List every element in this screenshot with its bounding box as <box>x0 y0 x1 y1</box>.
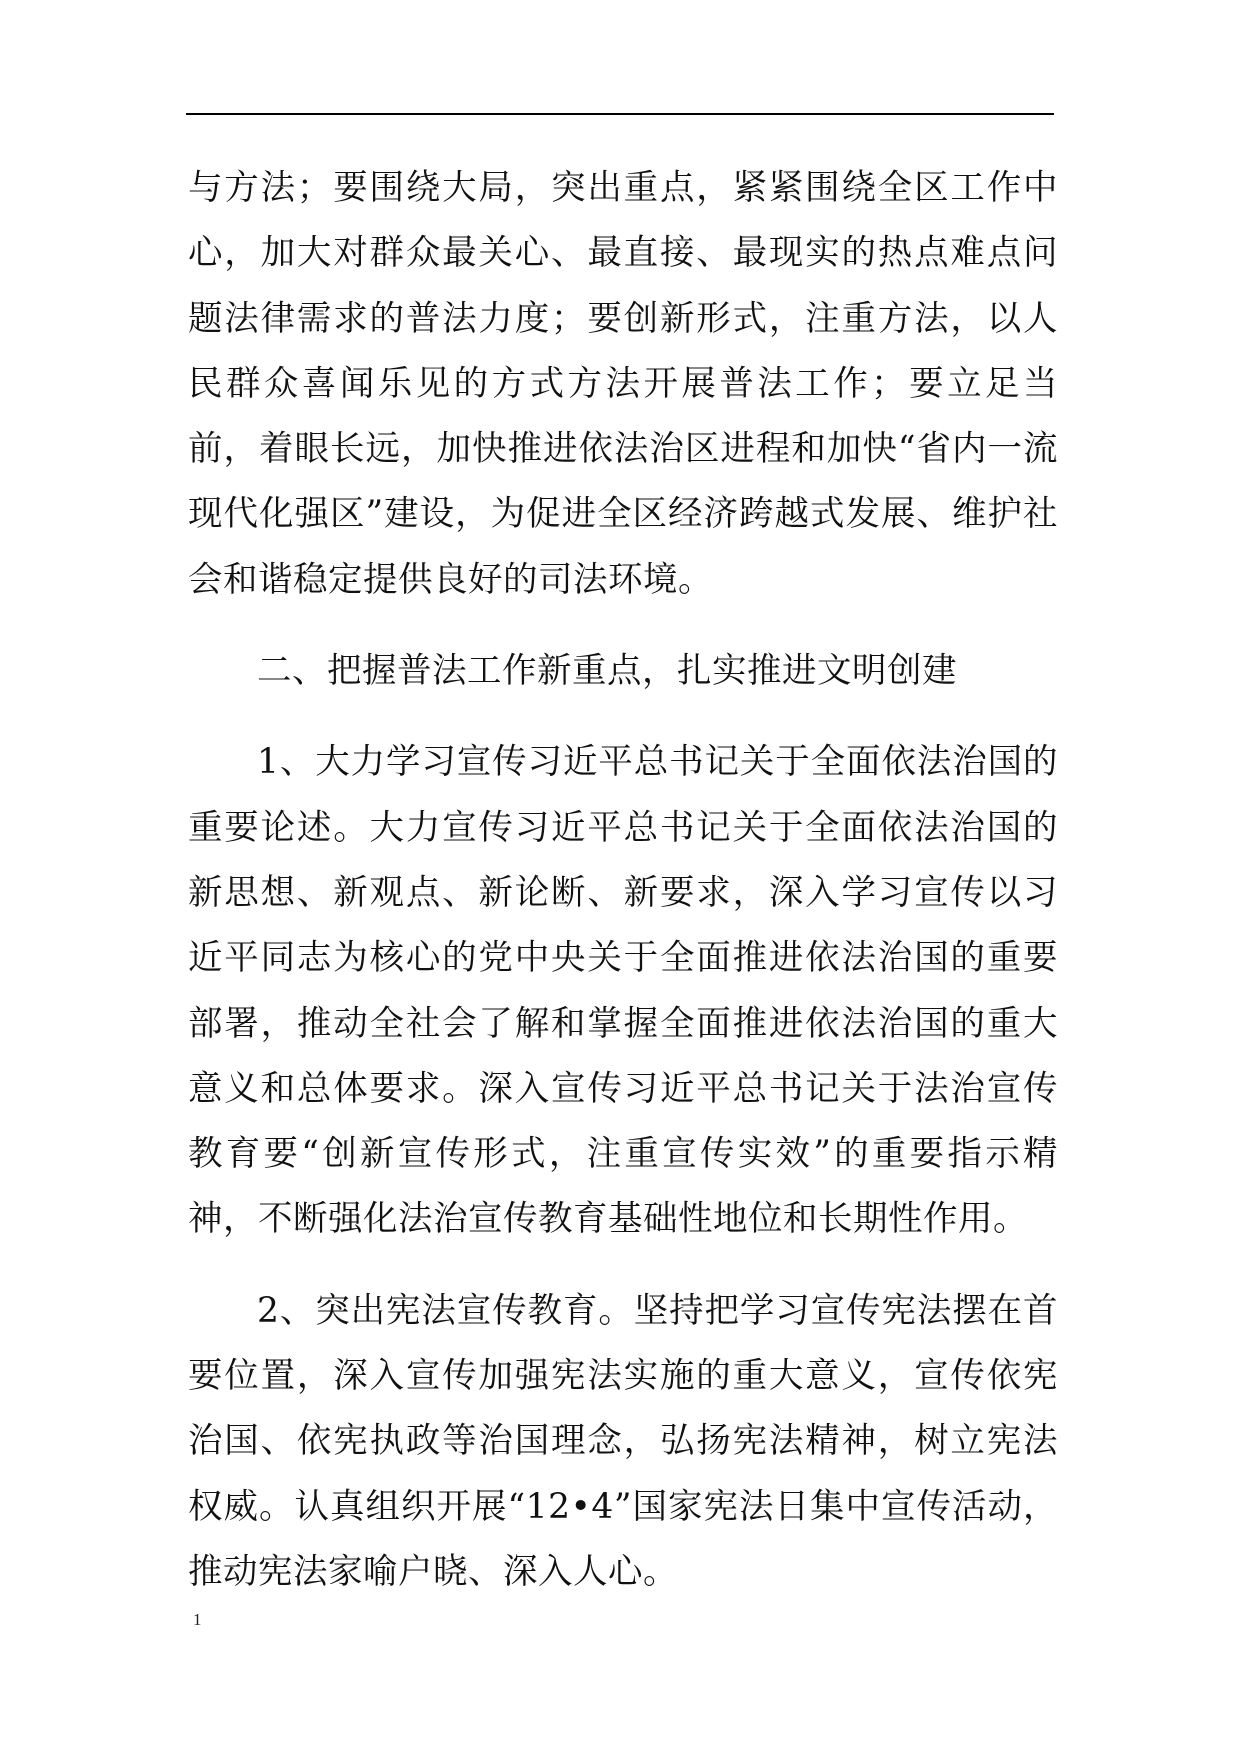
paragraph-continuation: 与方法；要围绕大局，突出重点，紧紧围绕全区工作中心，加大对群众最关心、最直接、最现实的热点难点问题法律需求的普法力度；要创新形式，注重方法，以人民群众喜闻乐见的方式方法开展普法工作；要立足当前，着眼长远，加快推进依法治区进程和加快“省内一流现代化强区”建设，为促进全区经济跨越式发展、维护社会和谐稳定提供良好的司法环境。 <box>188 168 1058 600</box>
page-number: 1 <box>193 1610 202 1629</box>
paragraph-item-1: 1、大力学习宣传习近平总书记关于全面依法治国的重要论述。大力宣传习近平总书记关于全面依法治国的新思想、新观点、新论断、新要求，深入学习宣传以习近平同志为核心的党中央关于全面推进依法治国的重要部署，推动全社会了解和掌握全面推进依法治国的重大意义和总体要求。深入宣传习近平总书记关于法治宣传教育要“创新宣传形式，注重宣传实效”的重要指示精神，不断强化法治宣传教育基础性地位和长期性作用。 <box>188 742 1058 1240</box>
paragraph-item-2: 2、突出宪法宣传教育。坚持把学习宣传宪法摆在首要位置，深入宣传加强宪法实施的重大意义，宣传依宪治国、依宪执政等治国理念，弘扬宪法精神，树立宪法权威。认真组织开展“12•4”国家宪法日集中宣传活动，推动宪法家喻户晓、深入人心。 <box>188 1290 1058 1592</box>
section-heading: 二、把握普法工作新重点，扎实推进文明创建 <box>257 651 957 692</box>
header-rule <box>186 113 1054 115</box>
document-body <box>188 156 1058 1605</box>
